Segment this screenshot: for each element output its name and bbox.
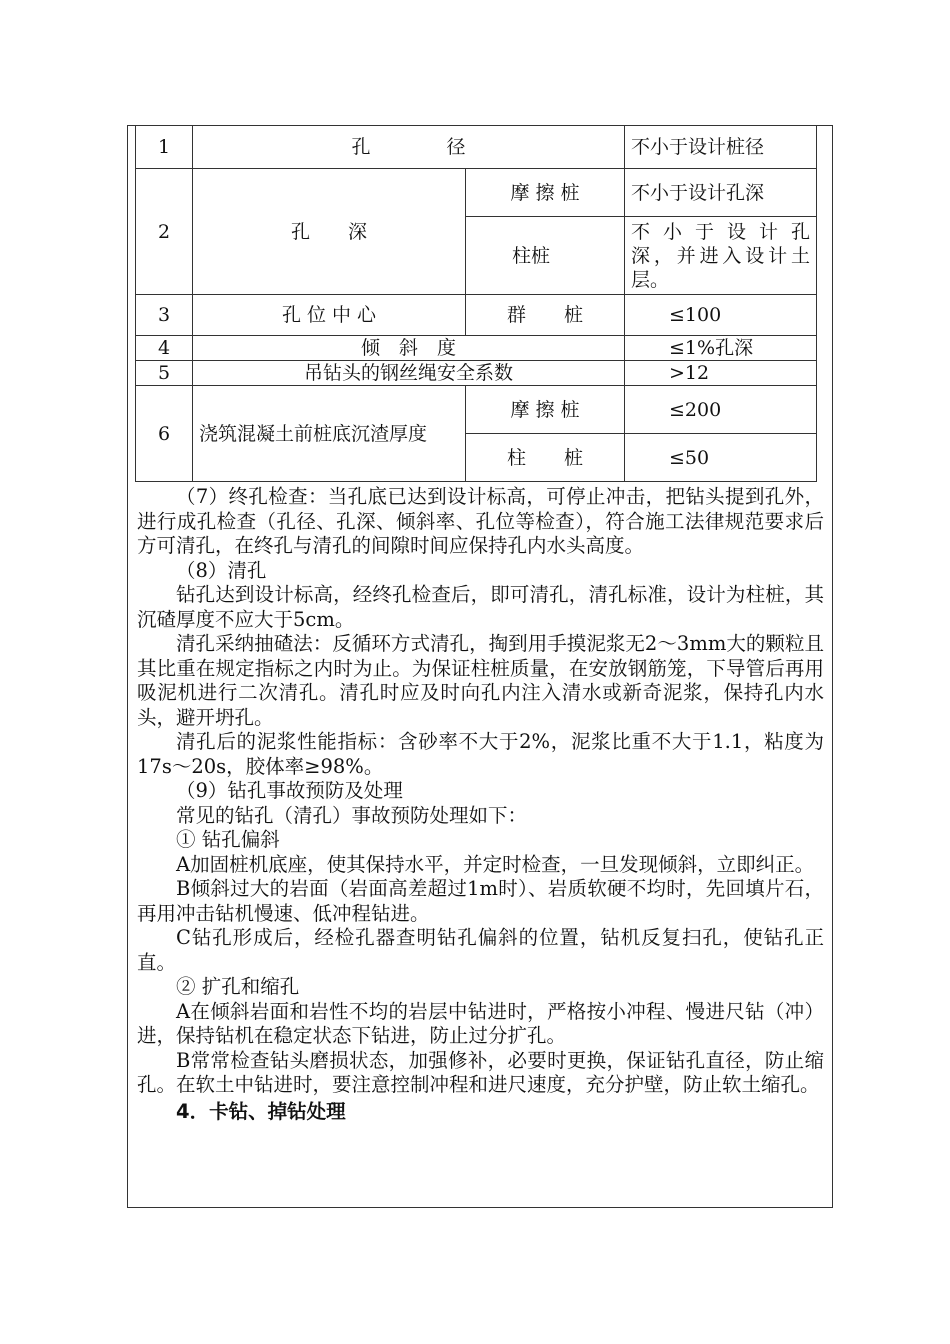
paragraph: B常常检查钻头磨损状态，加强修补，必要时更换，保证钻孔直径，防止缩孔。在软土中钻进时，要注意控制冲程和进尺速度，充分护壁，防止软土缩孔。 bbox=[137, 1048, 824, 1096]
item-cell: 浇筑混凝土前桩底沉渣厚度 bbox=[193, 386, 466, 482]
table-row bbox=[136, 336, 817, 361]
subsection-heading: ① 钻孔偏斜 bbox=[176, 828, 280, 851]
table-row bbox=[136, 386, 817, 434]
spec-table bbox=[135, 125, 817, 482]
item-cell: 倾 斜 度 bbox=[193, 336, 625, 361]
section-heading: （8）清孔 bbox=[176, 558, 267, 582]
row-number: 2 bbox=[136, 169, 193, 295]
paragraph: 常见的钻孔（清孔）事故预防处理如下： bbox=[176, 803, 528, 827]
row-number: 4 bbox=[136, 336, 193, 361]
paragraph: 钻孔达到设计标高，经终孔检查后，即可清孔，清孔标准，设计为柱桩，其沉碴厚度不应大于5cm。 bbox=[137, 583, 824, 631]
table-row bbox=[136, 361, 817, 386]
requirement-cell: 不小于设计孔深 bbox=[625, 169, 817, 217]
requirement-cell: 不 小 于 设 计 孔 深，并进入设计土层。 bbox=[625, 217, 817, 295]
requirement-cell: ≤50 bbox=[625, 434, 817, 482]
requirement-cell: 不小于设计桩径 bbox=[625, 126, 817, 169]
table-row bbox=[136, 126, 817, 169]
body-text bbox=[137, 485, 824, 1124]
row-number: 6 bbox=[136, 386, 193, 482]
requirement-cell: ≤1%孔深 bbox=[625, 336, 817, 361]
row-number: 5 bbox=[136, 361, 193, 386]
paragraph: （7）终孔检查：当孔底已达到设计标高，可停止冲击，把钻头提到孔外，进行成孔检查（孔径、孔深、倾斜率、孔位等检查），符合施工法律规范要求后方可清孔，在终孔与清孔的间隙时间应保持孔内水头高度。 bbox=[137, 485, 824, 557]
subsection-heading: ② 扩孔和缩孔 bbox=[176, 975, 300, 998]
paragraph: 清孔采纳抽碴法：反循环方式清孔，掏到用手摸泥浆无2～3mm大的颗粒且其比重在规定指标之内时为止。为保证柱桩质量，在安放钢筋笼，下导管后再用吸泥机进行二次清孔。清孔时应及时向孔内注入清水或新奇泥浆，保持孔内水头，避开坍孔。 bbox=[137, 632, 824, 729]
row-number: 3 bbox=[136, 295, 193, 336]
paragraph: B倾斜过大的岩面（岩面高差超过1m时）、岩质软硬不均时，先回填片石，再用冲击钻机慢速、低冲程钻进。 bbox=[137, 877, 824, 925]
table-row bbox=[136, 169, 817, 217]
type-cell: 柱 桩 bbox=[466, 434, 625, 482]
item-cell: 孔 深 bbox=[193, 169, 466, 295]
type-cell: 摩 擦 桩 bbox=[466, 169, 625, 217]
requirement-cell: ≤100 bbox=[625, 295, 817, 336]
paragraph: A加固桩机底座，使其保持水平，并定时检查，一旦发现倾斜，立即纠正。 bbox=[176, 852, 815, 876]
table-row bbox=[136, 295, 817, 336]
paragraph: 清孔后的泥浆性能指标：含砂率不大于2%，泥浆比重不大于1.1，粘度为17s～20s，胶体率≥98%。 bbox=[137, 730, 824, 778]
requirement-cell: ≤200 bbox=[625, 386, 817, 434]
paragraph: C钻孔形成后，经检孔器查明钻孔偏斜的位置，钻机反复扫孔，使钻孔正直。 bbox=[137, 926, 824, 974]
type-cell: 群 桩 bbox=[466, 295, 625, 336]
paragraph: A在倾斜岩面和岩性不均的岩层中钻进时，严格按小冲程、慢进尺钻（冲）进，保持钻机在稳定状态下钻进，防止过分扩孔。 bbox=[137, 999, 824, 1047]
row-number: 1 bbox=[136, 126, 193, 169]
type-cell: 摩 擦 桩 bbox=[466, 386, 625, 434]
item-cell: 孔 径 bbox=[193, 126, 625, 169]
item-cell: 吊钻头的钢丝绳安全系数 bbox=[193, 361, 625, 386]
section-heading: （9）钻孔事故预防及处理 bbox=[176, 779, 403, 802]
bold-heading: 4．卡钻、掉钻处理 bbox=[176, 1099, 346, 1123]
requirement-cell: >12 bbox=[625, 361, 817, 386]
type-cell: 柱桩 bbox=[466, 217, 625, 295]
item-cell: 孔 位 中 心 bbox=[193, 295, 466, 336]
